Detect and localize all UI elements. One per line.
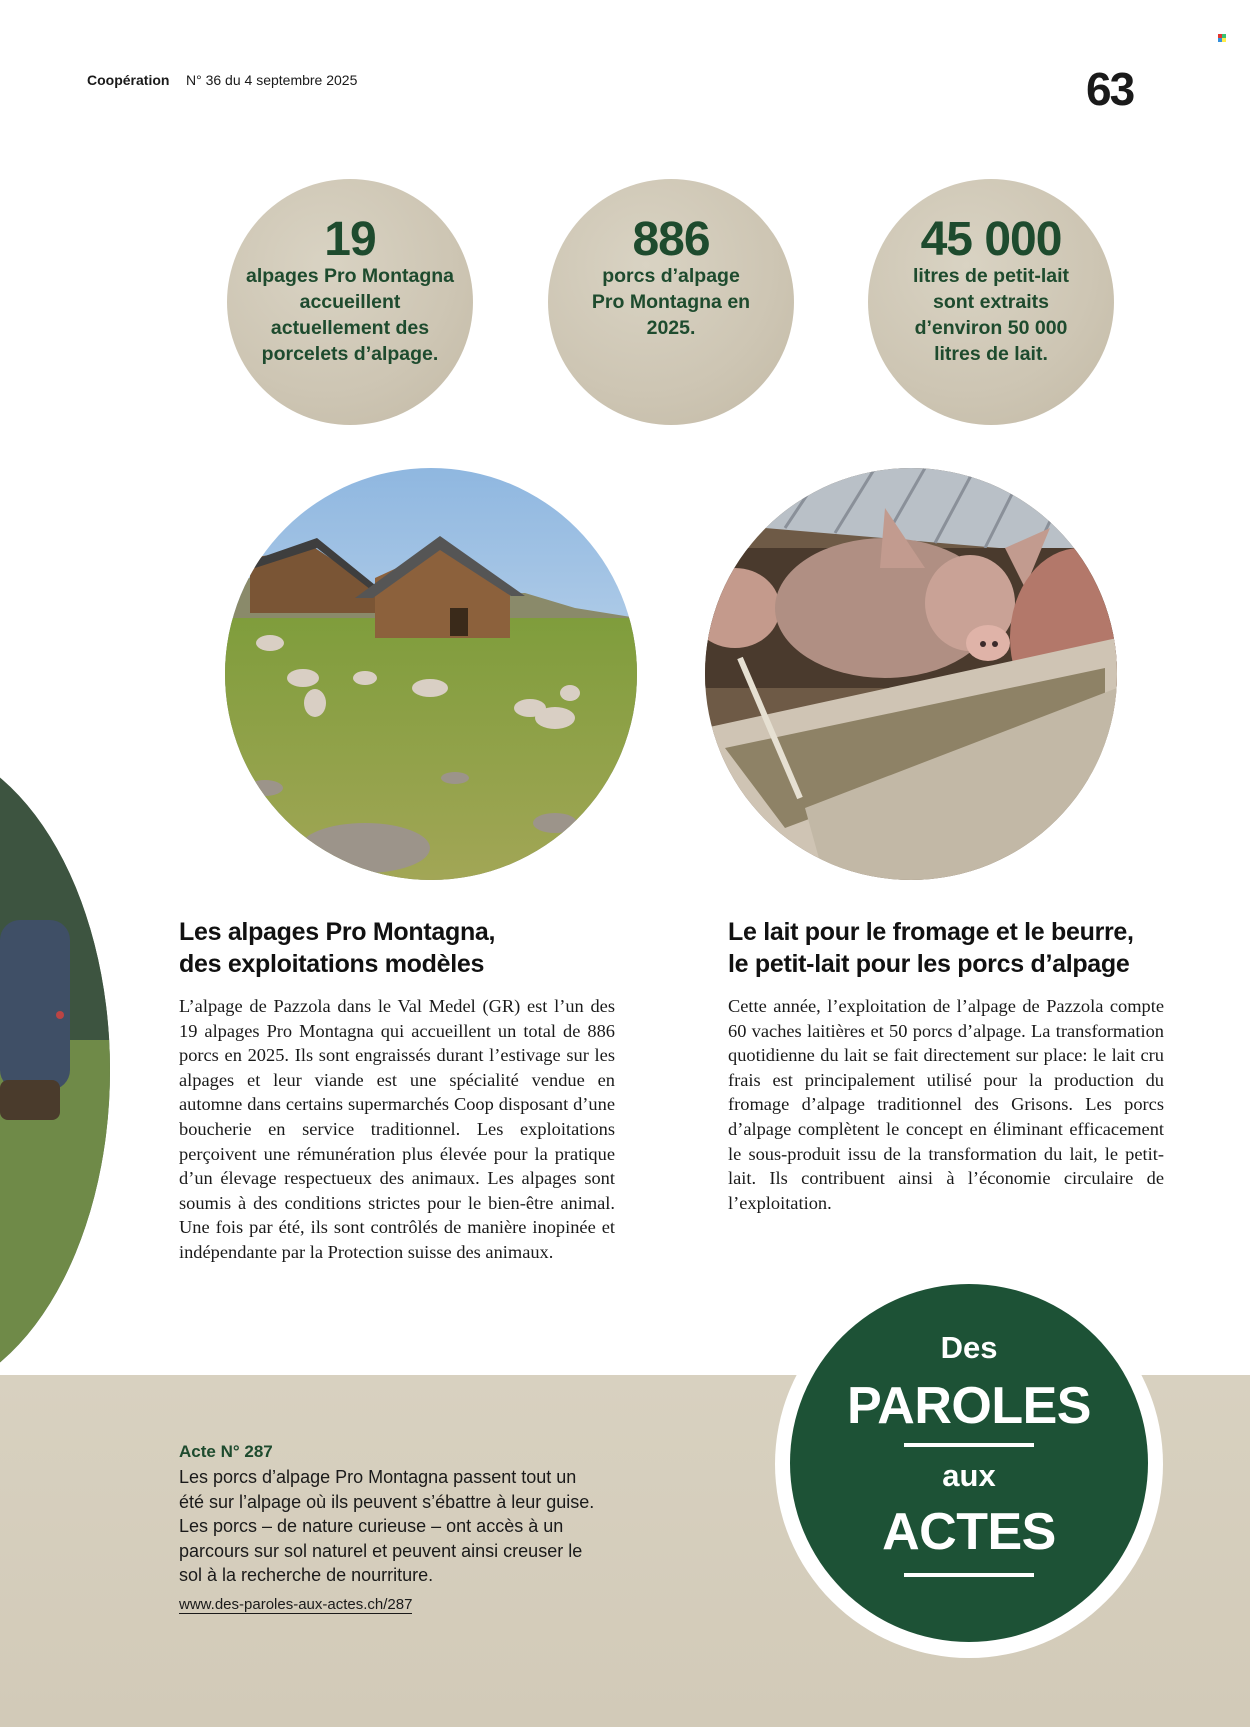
stat-number: 19 <box>324 213 376 266</box>
badge-word-aux: aux <box>942 1458 996 1493</box>
heading-line: le petit-lait pour les porcs d’alpage <box>728 950 1130 978</box>
issue-info: N° 36 du 4 septembre 2025 <box>186 72 358 88</box>
badge-divider <box>904 1573 1034 1577</box>
alpine-pasture-photo <box>225 468 637 880</box>
article-right <box>728 916 1164 1215</box>
badge-word-des: Des <box>940 1330 998 1365</box>
heading-line: Le lait pour le fromage et le beurre, <box>728 918 1134 946</box>
pigs-trough-photo <box>705 468 1117 880</box>
article-left <box>179 916 615 1265</box>
badge-divider <box>904 1443 1034 1447</box>
heading-line: Les alpages Pro Montagna, <box>179 918 496 946</box>
article-left-heading <box>179 916 615 980</box>
stat-circle-petit-lait <box>868 179 1114 425</box>
magazine-name: Coopération <box>87 72 170 88</box>
stat-text: porcs d’alpage Pro Montagna en 2025. <box>591 265 751 339</box>
article-right-heading <box>728 916 1164 980</box>
stat-text: litres de petit-lait sont extraits d’environ 50 000 litres de lait. <box>912 265 1070 365</box>
act-link[interactable]: www.des-paroles-aux-actes.ch/287 <box>179 1596 413 1613</box>
badge-word-actes: ACTES <box>882 1503 1056 1561</box>
heading-line: des exploitations modèles <box>179 950 485 978</box>
act-text: Les porcs d’alpage Pro Montagna passent tout un été sur l’alpage où ils peuvent s’ébattre à leur guise. Les porcs – de nature curieuse – ont accès à un parcours sur sol naturel et peuvent ainsi creuser le sol à la recherche de nourriture. <box>179 1467 595 1585</box>
stat-number: 45 000 <box>920 213 1062 266</box>
stat-circle-porcs <box>548 179 794 425</box>
page-number: 63 <box>1086 63 1134 115</box>
stat-number: 886 <box>632 213 710 266</box>
paroles-actes-badge <box>790 1284 1148 1642</box>
act-title: Acte N° 287 <box>179 1442 273 1461</box>
stat-text: alpages Pro Montagna accueillent actuellement des porcelets d’alpage. <box>245 265 455 365</box>
article-left-body: L’alpage de Pazzola dans le Val Medel (GR) est l’un des 19 alpages Pro Montagna qui accueillent un total de 886 porcs en 2025. Ils sont engraissés durant l’estivage sur les alpages et leur viande est une spécialité vendue en automne dans certains supermarchés Coop disposant d’une boucherie en service traditionnel. Les exploitations perçoivent une rémunération plus élevée pour la pratique d’un élevage respectueux des animaux. Les alpages sont soumis à des conditions strictes pour le bien-être animal. Une fois par été, ils sont contrôlés de manière inopinée et indépendante par la Protection suisse des animaux. <box>179 996 615 1262</box>
badge-word-paroles: PAROLES <box>846 1377 1091 1435</box>
stat-circle-alpages <box>227 179 473 425</box>
color-mark-icon <box>1218 34 1226 42</box>
farmer-photo <box>0 740 110 1400</box>
article-right-body: Cette année, l’exploitation de l’alpage de Pazzola compte 60 vaches laitières et 50 porcs d’alpage. La transformation quotidienne du lait se fait directement sur place: le lait cru frais est principalement utilisé pour la production du fromage d’alpage traditionnel des Grisons. Les porcs d’alpage complètent le concept en éliminant efficacement le sous-produit issu de la transformation du lait, le petit-lait. Ils contribuent ainsi à l’économie circulaire de l’exploitation. <box>728 996 1164 1213</box>
